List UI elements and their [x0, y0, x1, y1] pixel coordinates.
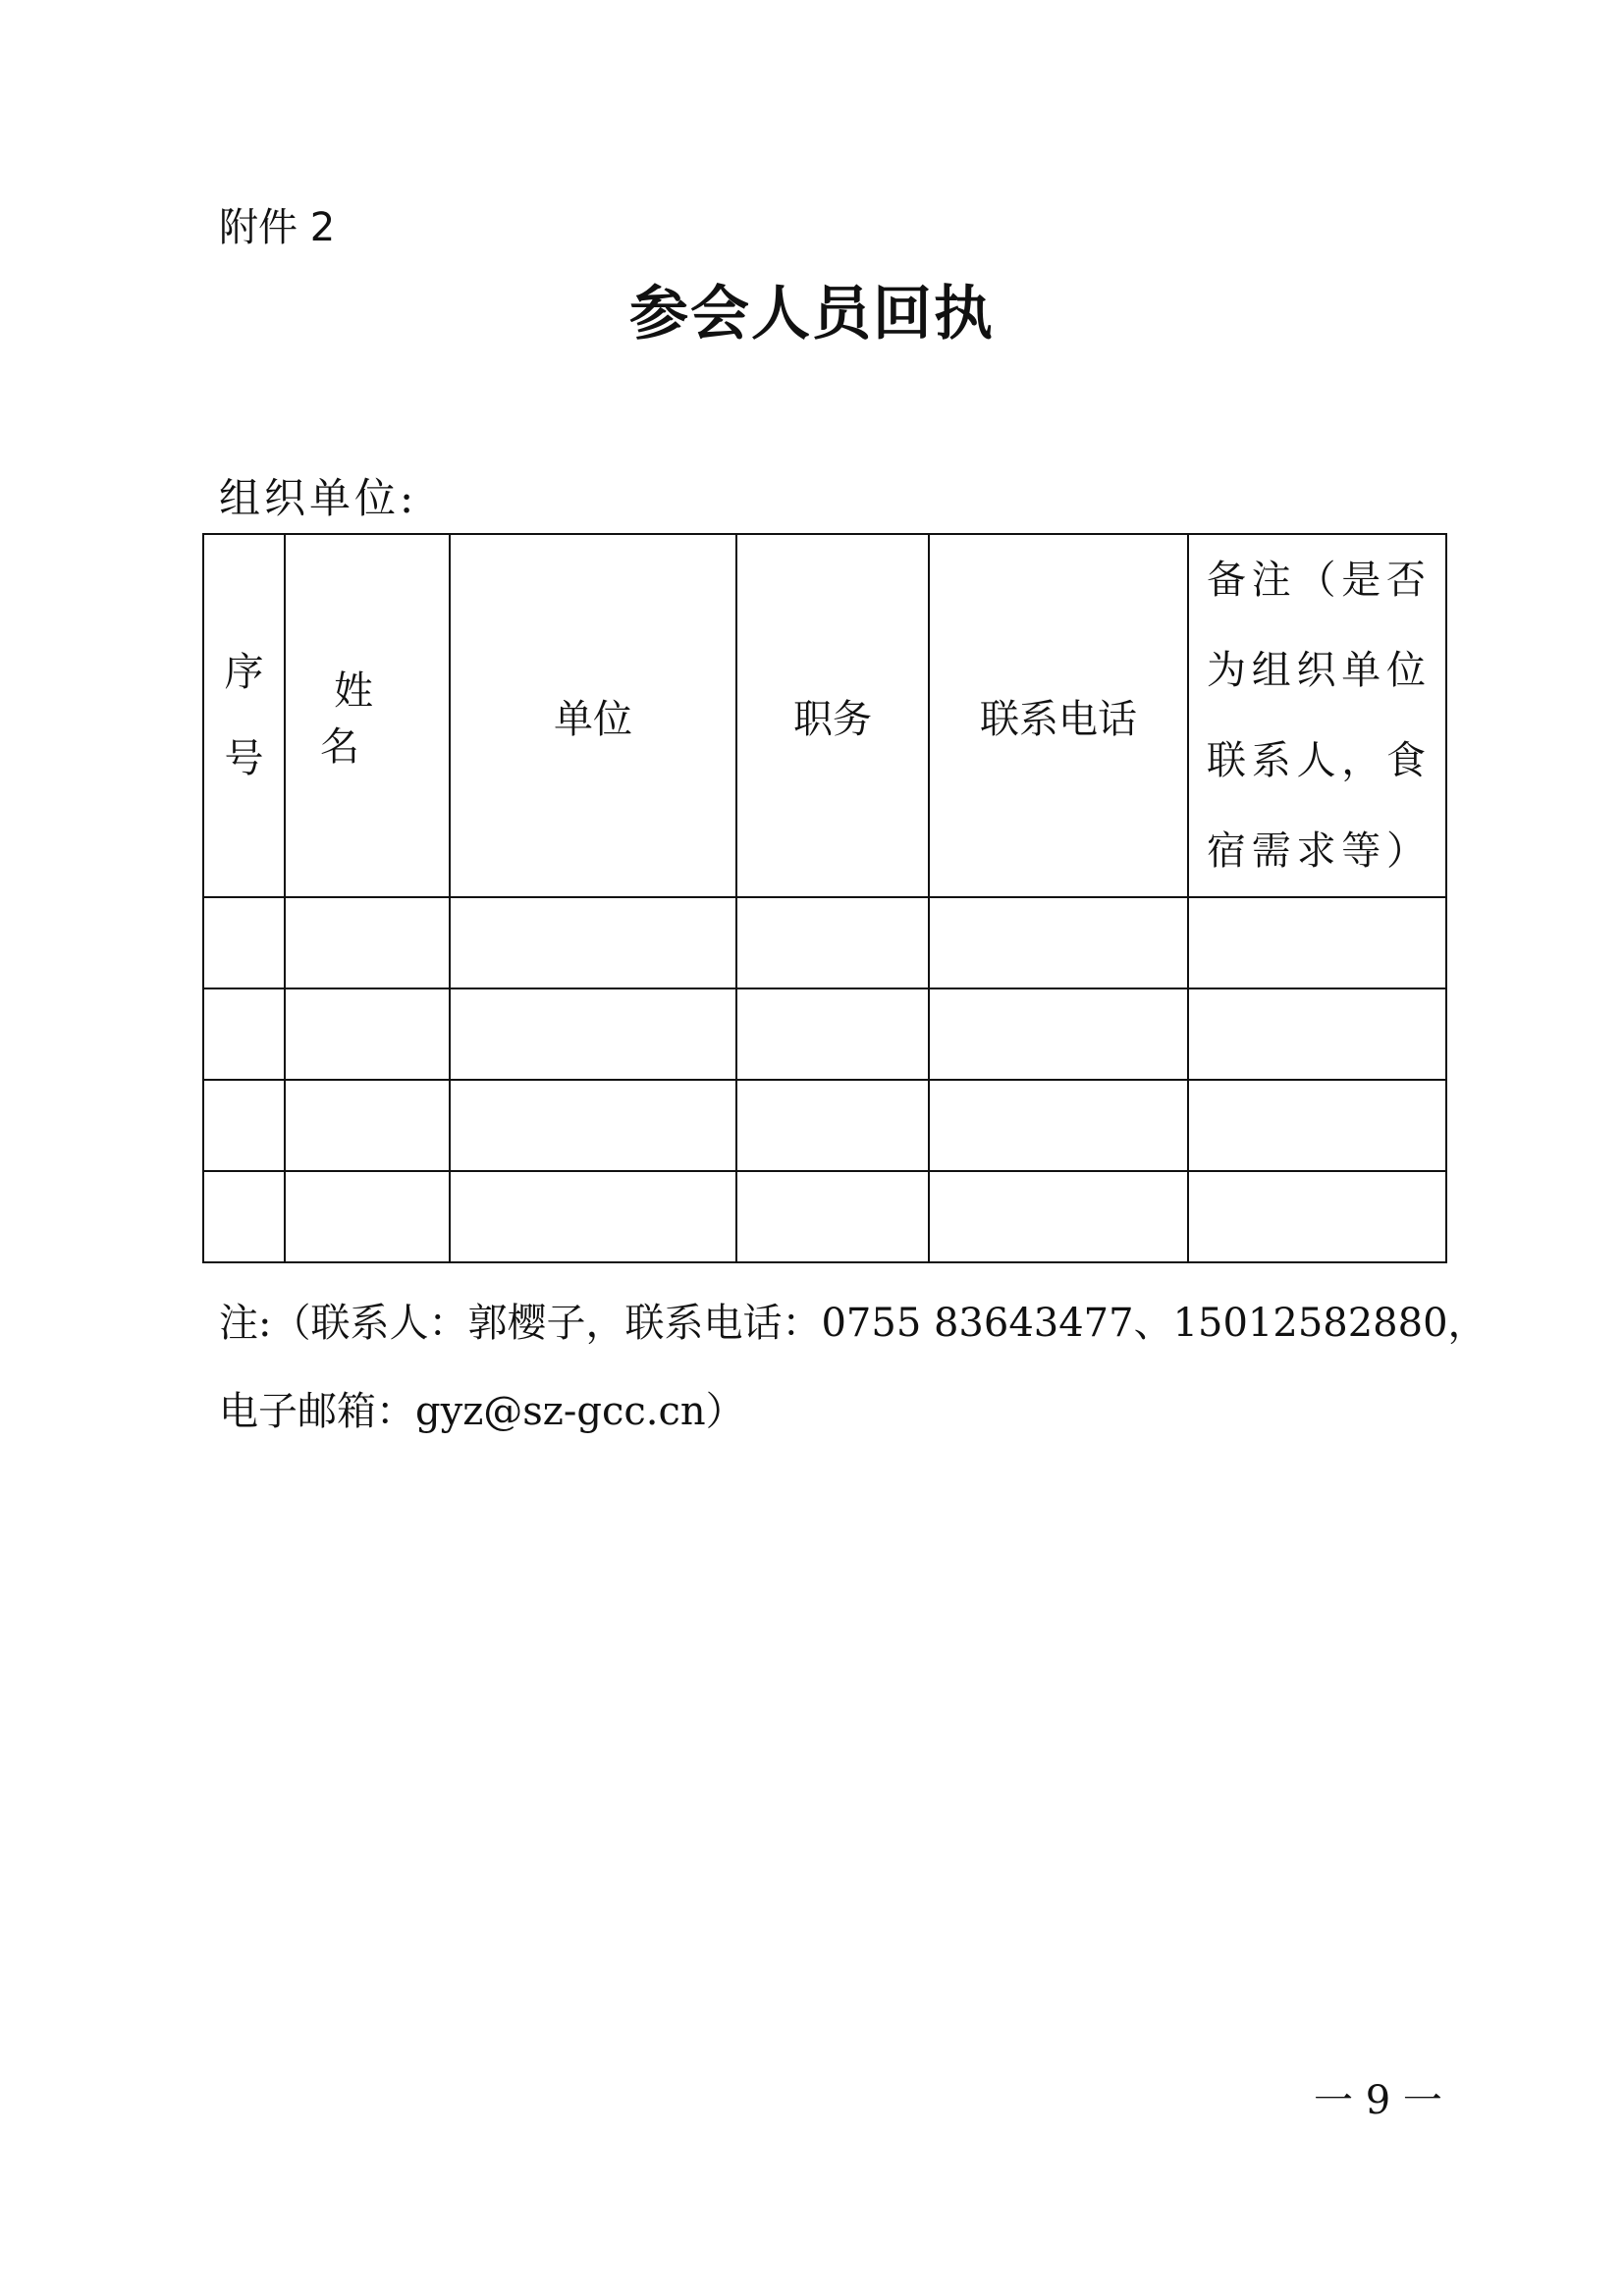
header-seq	[203, 534, 285, 897]
cell-position[interactable]	[736, 1171, 929, 1262]
cell-phone[interactable]	[929, 897, 1188, 988]
header-phone	[929, 534, 1188, 897]
cell-unit[interactable]	[450, 897, 736, 988]
page-number: 一 9 一	[1314, 2078, 1442, 2123]
cell-phone[interactable]	[929, 1171, 1188, 1262]
header-position	[736, 534, 929, 897]
organization-label: 组织单位:	[219, 474, 418, 522]
header-unit-label: 单位	[554, 696, 632, 742]
cell-name[interactable]	[285, 988, 450, 1080]
header-remark-label: 备注（是否为组织单位联系人，食宿需求等）	[1207, 558, 1428, 874]
header-name-label: 姓 名	[320, 668, 428, 770]
table-header-row	[203, 534, 1446, 897]
table-row	[203, 988, 1446, 1080]
contact-note-line-2: 电子邮箱：gyz@sz-gcc.cn）	[219, 1389, 745, 1434]
cell-remark[interactable]	[1188, 897, 1446, 988]
table-row	[203, 897, 1446, 988]
attendee-reply-table	[202, 533, 1447, 1263]
table-row	[203, 1171, 1446, 1262]
cell-seq[interactable]	[203, 897, 285, 988]
cell-name[interactable]	[285, 1080, 450, 1171]
cell-phone[interactable]	[929, 988, 1188, 1080]
cell-position[interactable]	[736, 1080, 929, 1171]
cell-unit[interactable]	[450, 1080, 736, 1171]
cell-name[interactable]	[285, 1171, 450, 1262]
cell-remark[interactable]	[1188, 988, 1446, 1080]
cell-seq[interactable]	[203, 988, 285, 1080]
attachment-label: 附件 2	[219, 205, 336, 250]
cell-remark[interactable]	[1188, 1171, 1446, 1262]
cell-position[interactable]	[736, 988, 929, 1080]
table-row	[203, 1080, 1446, 1171]
cell-seq[interactable]	[203, 1080, 285, 1171]
cell-remark[interactable]	[1188, 1080, 1446, 1171]
header-seq-label: 序号	[224, 650, 264, 781]
header-phone-label: 联系电话	[980, 696, 1137, 742]
document-title: 参会人员回执	[629, 280, 995, 348]
cell-unit[interactable]	[450, 988, 736, 1080]
header-name	[285, 534, 450, 897]
cell-unit[interactable]	[450, 1171, 736, 1262]
header-remark	[1188, 534, 1446, 897]
cell-name[interactable]	[285, 897, 450, 988]
cell-phone[interactable]	[929, 1080, 1188, 1171]
header-position-label: 职务	[793, 696, 872, 742]
cell-seq[interactable]	[203, 1171, 285, 1262]
header-unit	[450, 534, 736, 897]
cell-position[interactable]	[736, 897, 929, 988]
contact-note-line-1: 注:（联系人：郭樱子，联系电话：0755 83643477、15012582880，	[219, 1301, 1488, 1346]
